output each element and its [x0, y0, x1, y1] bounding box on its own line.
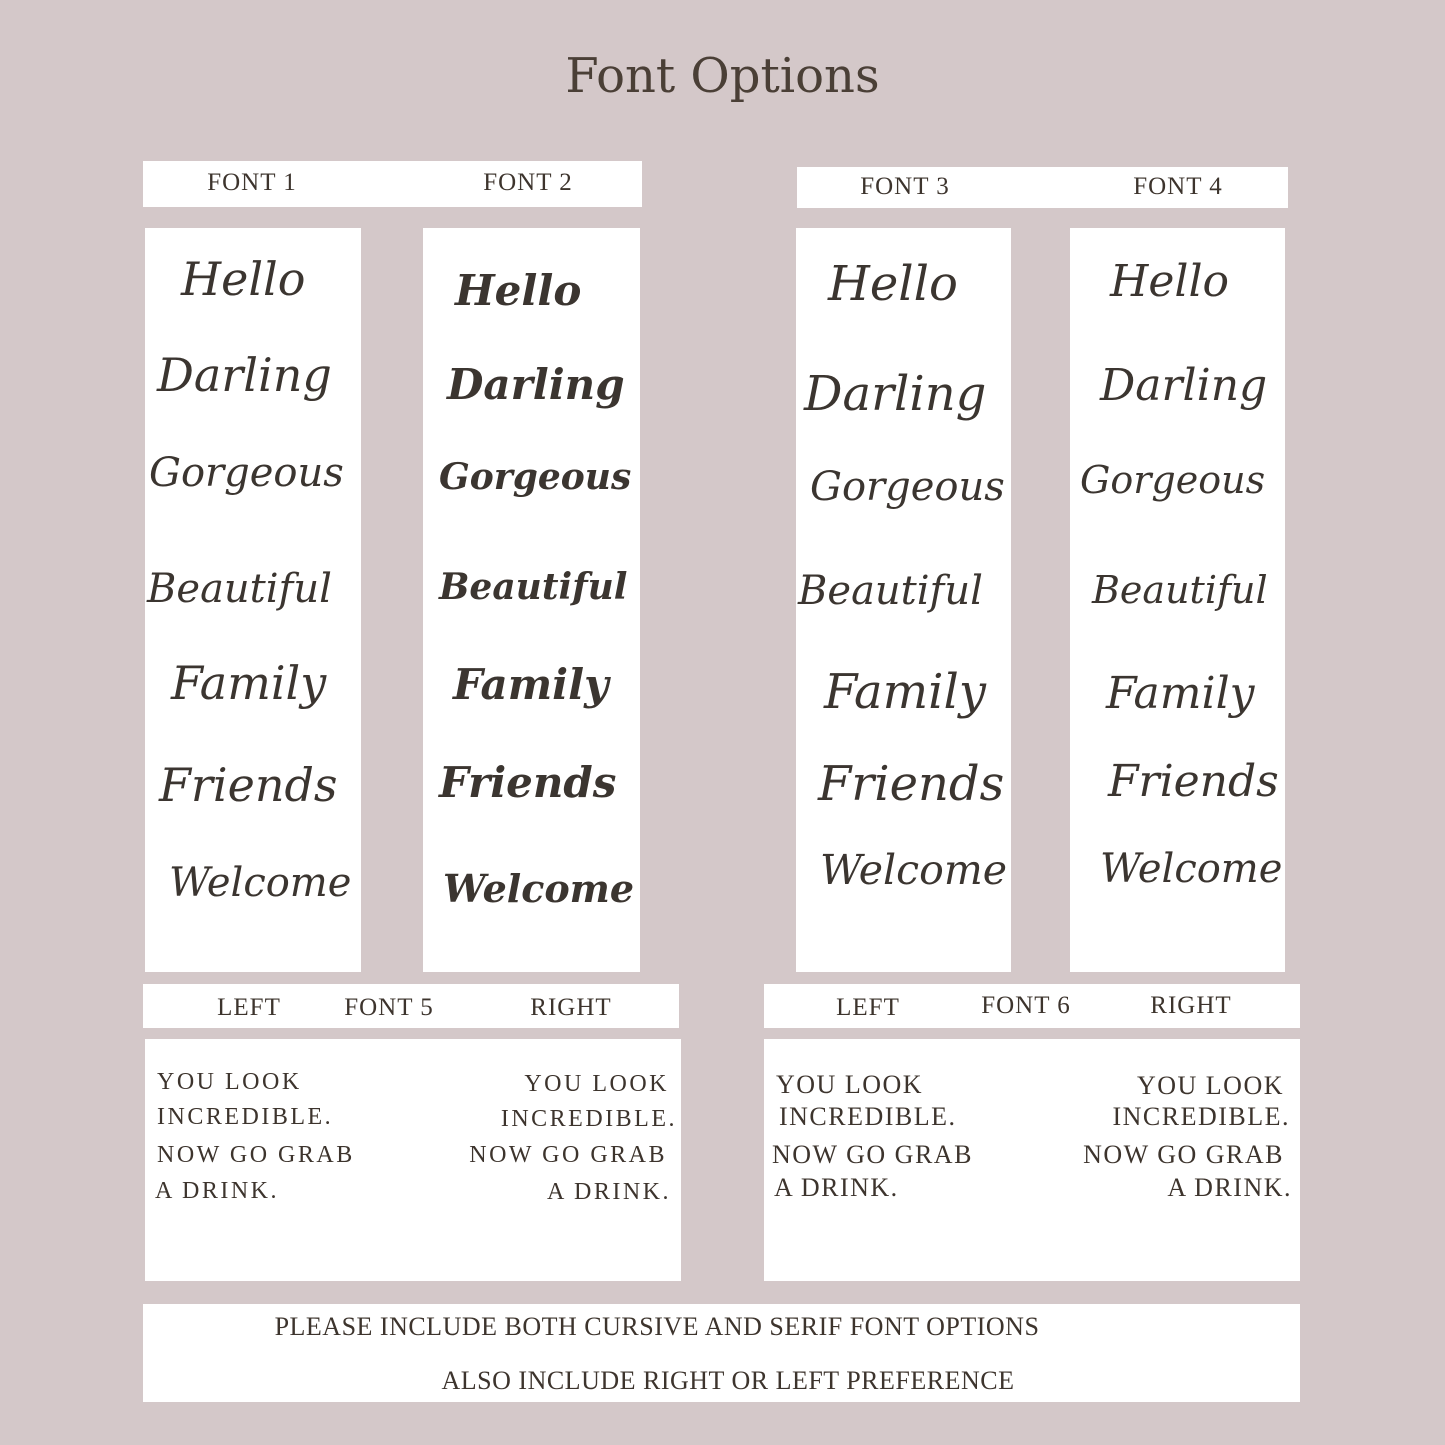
font-5-right-line-4: A DRINK.	[546, 1179, 671, 1205]
font-1-2-header-bar	[143, 161, 642, 207]
font-5-left-line-3: NOW GO GRAB	[157, 1142, 355, 1168]
page-title: Font Options	[565, 48, 880, 104]
instruction-line-1: PLEASE INCLUDE BOTH CURSIVE AND SERIF FONT OPTIONS	[274, 1312, 1040, 1341]
font-5-left-label: LEFT	[217, 994, 281, 1021]
font-6-label: FONT 6	[981, 992, 1071, 1019]
word-hello: Hello	[1110, 256, 1230, 307]
font-3-label: FONT 3	[860, 173, 950, 200]
font-3-4-header-bar	[797, 167, 1288, 208]
font-5-left-line-1: YOU LOOK	[157, 1069, 302, 1095]
word-beautiful: Beautiful	[798, 568, 983, 614]
word-family: Family	[824, 664, 986, 720]
instructions-panel	[143, 1304, 1300, 1402]
font-2-sample-panel	[423, 228, 640, 972]
font-5-label: FONT 5	[344, 994, 434, 1021]
word-friends: Friends	[818, 756, 1005, 812]
word-gorgeous: Gorgeous	[810, 464, 1005, 510]
word-hello: Hello	[828, 256, 958, 312]
word-darling: Darling	[1100, 360, 1268, 411]
word-family: Family	[1106, 668, 1255, 719]
font-2-label: FONT 2	[483, 169, 573, 196]
word-welcome: Welcome	[820, 846, 1007, 894]
font-6-right-line-4: A DRINK.	[1167, 1173, 1292, 1202]
word-gorgeous: Gorgeous	[149, 450, 344, 496]
font-1-sample-panel	[145, 228, 361, 972]
font-6-left-line-1: YOU LOOK	[776, 1070, 924, 1099]
font-6-left-line-4: A DRINK.	[774, 1173, 899, 1202]
font-6-left-line-3: NOW GO GRAB	[772, 1140, 973, 1169]
font-5-right-line-2: INCREDIBLE.	[500, 1106, 677, 1132]
font-6-right-line-1: YOU LOOK	[1136, 1071, 1284, 1100]
font-5-right-line-3: NOW GO GRAB	[469, 1142, 667, 1168]
word-friends: Friends	[159, 758, 338, 812]
font-5-right-label: RIGHT	[530, 994, 612, 1021]
word-friends: Friends	[1108, 756, 1279, 807]
font-5-header-bar	[143, 984, 679, 1028]
font-6-left-label: LEFT	[836, 994, 900, 1021]
word-welcome: Welcome	[1100, 846, 1283, 892]
word-welcome: Welcome	[169, 860, 352, 906]
word-beautiful: Beautiful	[1092, 568, 1268, 612]
word-gorgeous: Gorgeous	[439, 456, 632, 498]
word-hello: Hello	[455, 266, 582, 315]
font-4-label: FONT 4	[1133, 173, 1223, 200]
word-darling: Darling	[804, 366, 987, 422]
word-darling: Darling	[447, 360, 625, 409]
font-1-label: FONT 1	[207, 169, 297, 196]
word-welcome: Welcome	[443, 866, 635, 911]
font-6-left-line-2: INCREDIBLE.	[779, 1102, 957, 1131]
font-6-right-line-2: INCREDIBLE.	[1112, 1102, 1290, 1131]
font-6-right-label: RIGHT	[1150, 992, 1232, 1019]
word-beautiful: Beautiful	[147, 566, 332, 612]
font-4-sample-panel	[1070, 228, 1285, 972]
word-gorgeous: Gorgeous	[1080, 458, 1266, 502]
font-5-sample-panel	[145, 1039, 681, 1281]
word-beautiful: Beautiful	[439, 566, 628, 608]
word-family: Family	[171, 656, 327, 710]
font-5-left-line-4: A DRINK.	[155, 1178, 280, 1204]
word-darling: Darling	[157, 348, 332, 402]
word-friends: Friends	[439, 758, 617, 807]
font-6-sample-panel	[764, 1039, 1300, 1281]
instruction-line-2: ALSO INCLUDE RIGHT OR LEFT PREFERENCE	[441, 1366, 1015, 1395]
font-5-right-line-1: YOU LOOK	[524, 1071, 669, 1097]
font-6-header-bar	[764, 984, 1300, 1028]
word-family: Family	[453, 660, 609, 709]
font-6-right-line-3: NOW GO GRAB	[1083, 1140, 1284, 1169]
word-hello: Hello	[181, 252, 306, 306]
font-3-sample-panel	[796, 228, 1011, 972]
font-5-left-line-2: INCREDIBLE.	[157, 1104, 334, 1130]
